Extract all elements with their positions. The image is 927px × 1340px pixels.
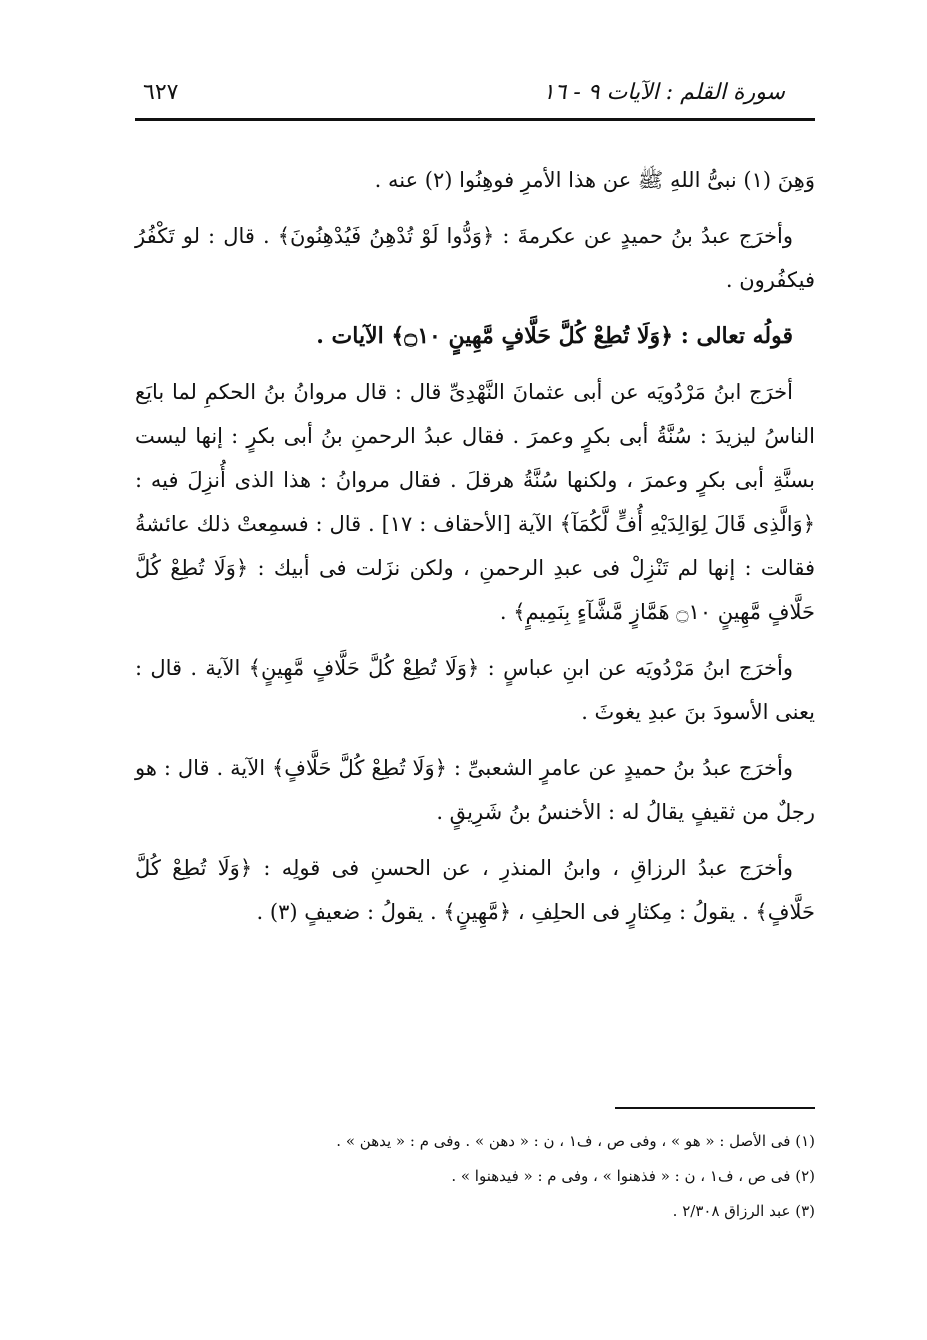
paragraph-6: وأخرَج عبدُ الرزاقِ ، وابنُ المنذرِ ، عن الحسنِ فى قولِه : ﴿وَلَا تُطِعْ كُلَّ حَلَّافٍ﴾ . يقولُ : مِكثارٍ فى الحلِفِ ، ﴿مَّهِينٍ﴾ . يقولُ : ضعيفٍ (٣) .: [135, 856, 815, 924]
footnotes: [135, 1124, 815, 1229]
main-text: [135, 158, 815, 946]
paragraph-5: وأخرَج عبدُ بنُ حميدٍ عن عامرٍ الشعبىِّ : ﴿وَلَا تُطِعْ كُلَّ حَلَّافٍ﴾ الآية . قال : هو رجلٌ من ثقيفٍ يقالُ له : الأخنسُ بنُ شَرِيقٍ .: [135, 756, 815, 824]
page-header: [135, 72, 815, 116]
paragraph-2: وأخرَج عبدُ بنُ حميدٍ عن عكرمةَ : ﴿وَدُّوا لَوْ تُدْهِنُ فَيُدْهِنُونَ﴾ . قال : لو تَكْفُرُ فيكفُرون .: [135, 224, 815, 292]
footnote-1: (١) فى الأصل : « هو » ، وفى ص ، ف١ ، ن : « دهن » . وفى م : « يدهن » .: [336, 1132, 815, 1150]
paragraph-1: وَهِنَ (١) نبىُّ اللهِ ﷺ عن هذا الأمرِ فوهِنُوا (٢) عنه .: [374, 168, 815, 192]
page-number: ٦٢٧: [143, 80, 179, 105]
paragraph-3: أخرَج ابنُ مَرْدُويَه عن أبى عثمانَ النَّهْدِىِّ قال : قال مروانُ بنُ الحكمِ لما بايَع الناسُ ليزيدَ : سُنَّةُ أبى بكرٍ وعمرَ . فقال عبدُ الرحمنِ بنُ أبى بكرٍ : إنها ليست بسنَّةِ أبى بكرٍ وعمرَ ، ولكنها سُنَّةُ هرقلَ . فقال مروانُ : هذا الذى أُنزِلَ فيه : ﴿وَالَّذِى قَالَ لِوَالِدَيْهِ أُفٍّ لَّكُمَآ﴾ الآية [الأحقاف : ١٧] . قال : فسمِعتْ ذلك عائشةُ فقالت : إنها لم تَنْزِلْ فى عبدِ الرحمنِ ، ولكن نزَلت فى أبيك : ﴿وَلَا تُطِعْ كُلَّ حَلَّافٍ مَّهِينٍ ۝١٠ هَمَّازٍ مَّشَّآءٍ بِنَمِيمٍ﴾ .: [135, 380, 815, 624]
footnote-3: (٣) عبد الرزاق ٢/٣٠٨ .: [672, 1202, 815, 1220]
header-rule: [135, 118, 815, 121]
paragraph-4: وأخرَج ابنُ مَرْدُويَه عن ابنِ عباسٍ : ﴿وَلَا تُطِعْ كُلَّ حَلَّافٍ مَّهِينٍ﴾ الآية . قال : يعنى الأسودَ بنَ عبدِ يغوثَ .: [135, 656, 815, 724]
footnote-rule: [615, 1107, 815, 1109]
running-title: سورة القلم : الآيات ٩ - ١٦: [542, 80, 785, 105]
footnote-2: (٢) فى ص ، ف١ ، ن : « فذهنوا » ، وفى م : « فيدهنوا » .: [451, 1167, 815, 1185]
section-heading: قولُه تعالى : ﴿وَلَا تُطِعْ كُلَّ حَلَّافٍ مَّهِينٍ ۝١٠﴾ الآيات .: [316, 323, 793, 349]
